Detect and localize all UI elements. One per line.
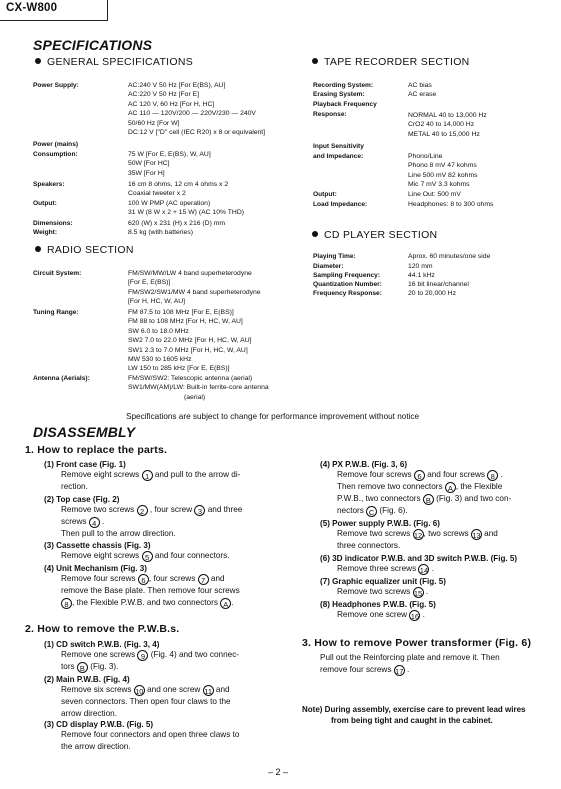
spec-value: FM/SW/SW2: Telescopic antenna (aerial) SW1/MW(AM)/LW: Built-in ferrite-core antenna (aerial) bbox=[128, 375, 269, 401]
item-heading: (6) 3D indicator P.W.B. and 3D switch P.W.B. (Fig. 5) bbox=[320, 553, 518, 563]
spec-label: Recording System: bbox=[313, 82, 374, 89]
spec-label: Sampling Frequency: bbox=[313, 272, 381, 279]
circle-4-icon: 4 bbox=[89, 517, 100, 528]
cd-heading: CD PLAYER SECTION bbox=[312, 229, 437, 241]
item-heading: (7) Graphic equalizer unit (Fig. 5) bbox=[320, 576, 446, 586]
spec-label: Playback Frequency bbox=[313, 101, 377, 108]
item-heading: (8) Headphones P.W.B. (Fig. 5) bbox=[320, 599, 436, 609]
spec-value: AC erase bbox=[408, 91, 437, 98]
item-text: Remove three screws 14 . bbox=[337, 563, 435, 575]
item-text: Remove four screws 6 and four screws 8 . Then remove two connectors A , the Flexible P.W.B., two connectors B (Fig. 3) and two con- nectors C (Fig. 6). bbox=[337, 470, 512, 517]
spec-value: 8.5 kg (with batteries) bbox=[128, 229, 193, 236]
spec-label: Output: bbox=[313, 191, 337, 198]
spec-value: 16 cm 8 ohms, 12 cm 4 ohms x 2 Coaxial tweeter x 2 bbox=[128, 181, 229, 198]
circle-3-icon: 3 bbox=[194, 505, 205, 516]
circle-6-icon: 6 bbox=[414, 470, 425, 481]
item-heading: (3) Cassette chassis (Fig. 3) bbox=[44, 541, 151, 551]
spec-label: Load Impedance: bbox=[313, 201, 368, 208]
spec-value: 75 W [For E, E(BS), W, AU] 50W [For HC] 35W [For H] bbox=[128, 151, 211, 177]
page-number: – 2 – bbox=[268, 767, 289, 777]
step-1-heading: 1. How to replace the parts. bbox=[25, 444, 168, 456]
item-text: Remove one screw 16 . bbox=[337, 609, 425, 621]
spec-value: Aprox. 60 minutes/one side bbox=[408, 253, 491, 260]
item-text: Remove four screws 6 , four screws 7 and remove the Base plate. Then remove four screws 8 , the Flexible P.W.B. and two connectors A . bbox=[61, 574, 240, 609]
spec-label: Quantization Number: bbox=[313, 281, 382, 288]
transformer-text: Pull out the Reinforcing plate and remove it. Then remove four screws 17 . bbox=[320, 653, 500, 676]
bullet-icon bbox=[312, 58, 318, 64]
circle-13-icon: 13 bbox=[472, 531, 481, 540]
spec-value: FM/SW/MW/LW 4 band superheterodyne [For E, E(BS)] FM/SW2/SW1/MW 4 band superheterodyne [For H, HC, W, AU] bbox=[128, 270, 261, 306]
spec-value: NORMAL 40 to 13,000 Hz CrO2 40 to 14,000 Hz METAL 40 to 15,000 Hz bbox=[408, 112, 487, 138]
spec-label: Output: bbox=[33, 200, 57, 207]
spec-value: 100 W PMP (AC operation) 31 W (8 W x 2 + 15 W) (AC 10% THD) bbox=[128, 200, 245, 217]
item-heading: (1) CD switch P.W.B. (Fig. 3, 4) bbox=[44, 640, 160, 649]
circle-11-icon: 11 bbox=[204, 687, 213, 696]
bullet-icon bbox=[35, 246, 41, 252]
item-heading: (3) CD display P.W.B. (Fig. 5) bbox=[44, 720, 154, 730]
circle-8-icon: 8 bbox=[61, 598, 72, 609]
spec-value: AC:240 V 50 Hz [For E(BS), AU] AC:220 V 50 Hz [For E] AC 120 V, 60 Hz [For H, HC] AC 110 — 120V/200 — 220V/230 — 240V 50/60 Hz [For W] DC:12 V ["D" cell (IEC R20) x 8 or equivalent] bbox=[128, 82, 266, 137]
circle-16-icon: 16 bbox=[410, 611, 420, 621]
spec-label: Erasing System: bbox=[313, 91, 365, 98]
circle-17-icon: 17 bbox=[395, 666, 404, 676]
circle-1-icon: 1 bbox=[142, 470, 153, 481]
item-text: Remove two screws 15 . bbox=[337, 586, 429, 598]
spec-label: Power (mains) bbox=[33, 141, 79, 148]
left-column bbox=[44, 460, 304, 609]
circle-6-icon: 6 bbox=[138, 574, 149, 585]
spec-value: 620 (W) x 231 (H) x 216 (D) mm bbox=[128, 220, 226, 227]
specifications-title: SPECIFICATIONS bbox=[33, 37, 153, 53]
bullet-icon bbox=[312, 231, 318, 237]
circle-7-icon: 7 bbox=[198, 574, 209, 585]
spec-label: Consumption: bbox=[33, 151, 78, 158]
circle-b-icon: B bbox=[423, 494, 434, 505]
tape-heading: TAPE RECORDER SECTION bbox=[312, 56, 470, 68]
spec-label: Diameter: bbox=[313, 263, 344, 270]
item-heading: (5) Power supply P.W.B. (Fig. 6) bbox=[320, 519, 440, 528]
right-column bbox=[320, 460, 556, 621]
spec-label: Frequency Response: bbox=[313, 290, 382, 297]
spec-label: Antenna (Aerials): bbox=[33, 375, 90, 382]
item-text: Remove eight screws 5 and four connectors. bbox=[61, 551, 230, 563]
circle-10-icon: 10 bbox=[135, 687, 144, 696]
item-text: Remove two screws 2 , four screw 3 and three screws 4 . Then pull to the arrow direction. bbox=[61, 504, 243, 538]
disassembly-title: DISASSEMBLY bbox=[33, 424, 136, 440]
circle-14-icon: 14 bbox=[419, 565, 429, 575]
left-column-pwb bbox=[44, 640, 304, 752]
spec-value: FM 87.5 to 108 MHz [For E, E(BS)] FM 88 to 108 MHz [For H, HC, W, AU] SW 6.0 to 18.0 MHz SW2 7.0 to 22.0 MHz [For H, HC, W, AU] SW1 2.3 to 7.0 MHz [For H, HC, W, AU] MW 530 to 1605 kHz LW 150 to 285 kHz [For E, E(BS)] bbox=[128, 309, 252, 373]
spec-label: Circuit System: bbox=[33, 270, 82, 277]
circle-8-icon: 8 bbox=[487, 470, 498, 481]
spec-value: Phono/Line Phono 8 mV 47 kohms Line 500 mV 82 kohms Mic 7 mV 3.3 kohms bbox=[408, 153, 478, 189]
circle-a-icon: A bbox=[445, 482, 456, 493]
item-heading: (2) Top case (Fig. 2) bbox=[44, 494, 120, 504]
spec-value: Headphones: 8 to 300 ohms bbox=[408, 201, 494, 208]
circle-c-icon: C bbox=[366, 506, 377, 517]
item-text: Remove two screws 12, two screws 13 and three connectors. bbox=[337, 529, 498, 550]
circle-a-icon: A bbox=[220, 598, 231, 609]
spec-value: 20 to 20,000 Hz bbox=[408, 290, 456, 297]
item-heading: (4) PX P.W.B. (Fig. 3, 6) bbox=[320, 460, 408, 469]
circle-5-icon: 5 bbox=[142, 551, 153, 562]
spec-label: Tuning Range: bbox=[33, 309, 79, 316]
item-heading: (2) Main P.W.B. (Fig. 4) bbox=[44, 675, 130, 684]
item-heading: (4) Unit Mechanism (Fig. 3) bbox=[44, 564, 147, 574]
circle-9-icon: 9 bbox=[137, 650, 148, 661]
item-heading: (1) Front case (Fig. 1) bbox=[44, 460, 126, 469]
item-text: Remove four connectors and open three claws to the arrow direction. bbox=[61, 730, 240, 751]
spec-value: 16 bit linear/channel bbox=[408, 281, 469, 288]
general-heading: GENERAL SPECIFICATIONS bbox=[35, 56, 193, 68]
spec-value: 44.1 kHz bbox=[408, 272, 435, 279]
spec-value: AC bias bbox=[408, 82, 432, 89]
spec-label: and Impedance: bbox=[313, 153, 364, 160]
model-number: CX-W800 bbox=[6, 2, 58, 14]
spec-disclaimer: Specifications are subject to change for performance improvement without notice bbox=[126, 412, 420, 421]
spec-label: Weight: bbox=[33, 229, 58, 236]
spec-value: 120 mm bbox=[408, 263, 433, 270]
circle-2-icon: 2 bbox=[137, 505, 148, 516]
spec-label: Response: bbox=[313, 111, 347, 118]
item-text: Remove six screws 10 and one screw 11 and seven connectors. Then open four claws to the arrow direction. bbox=[61, 685, 231, 718]
spec-label: Power Supply: bbox=[33, 82, 79, 89]
circle-15-icon: 15 bbox=[413, 588, 423, 598]
step-3-heading: 3. How to remove Power transformer (Fig. 6) bbox=[302, 637, 532, 649]
radio-heading: RADIO SECTION bbox=[35, 244, 134, 256]
spec-label: Input Sensitivity bbox=[313, 143, 364, 150]
circle-b-icon: B bbox=[77, 662, 88, 673]
circle-12-icon: 12 bbox=[413, 531, 423, 540]
spec-label: Dimensions: bbox=[33, 220, 73, 227]
item-text: Remove one screws 9 (Fig. 4) and two connec- tors B (Fig. 3). bbox=[61, 650, 240, 673]
item-text: Remove eight screws 1 and pull to the arrow di- rection. bbox=[61, 470, 241, 491]
bullet-icon bbox=[35, 58, 41, 64]
spec-label: Playing Time: bbox=[313, 253, 356, 260]
assembly-note: Note) During assembly, exercise care to prevent lead wires from being tight and caught in the cabinet. bbox=[302, 705, 526, 725]
spec-label: Speakers: bbox=[33, 181, 65, 188]
spec-value: Line Out: 500 mV bbox=[408, 191, 461, 198]
step-2-heading: 2. How to remove the P.W.B.s. bbox=[25, 623, 180, 635]
